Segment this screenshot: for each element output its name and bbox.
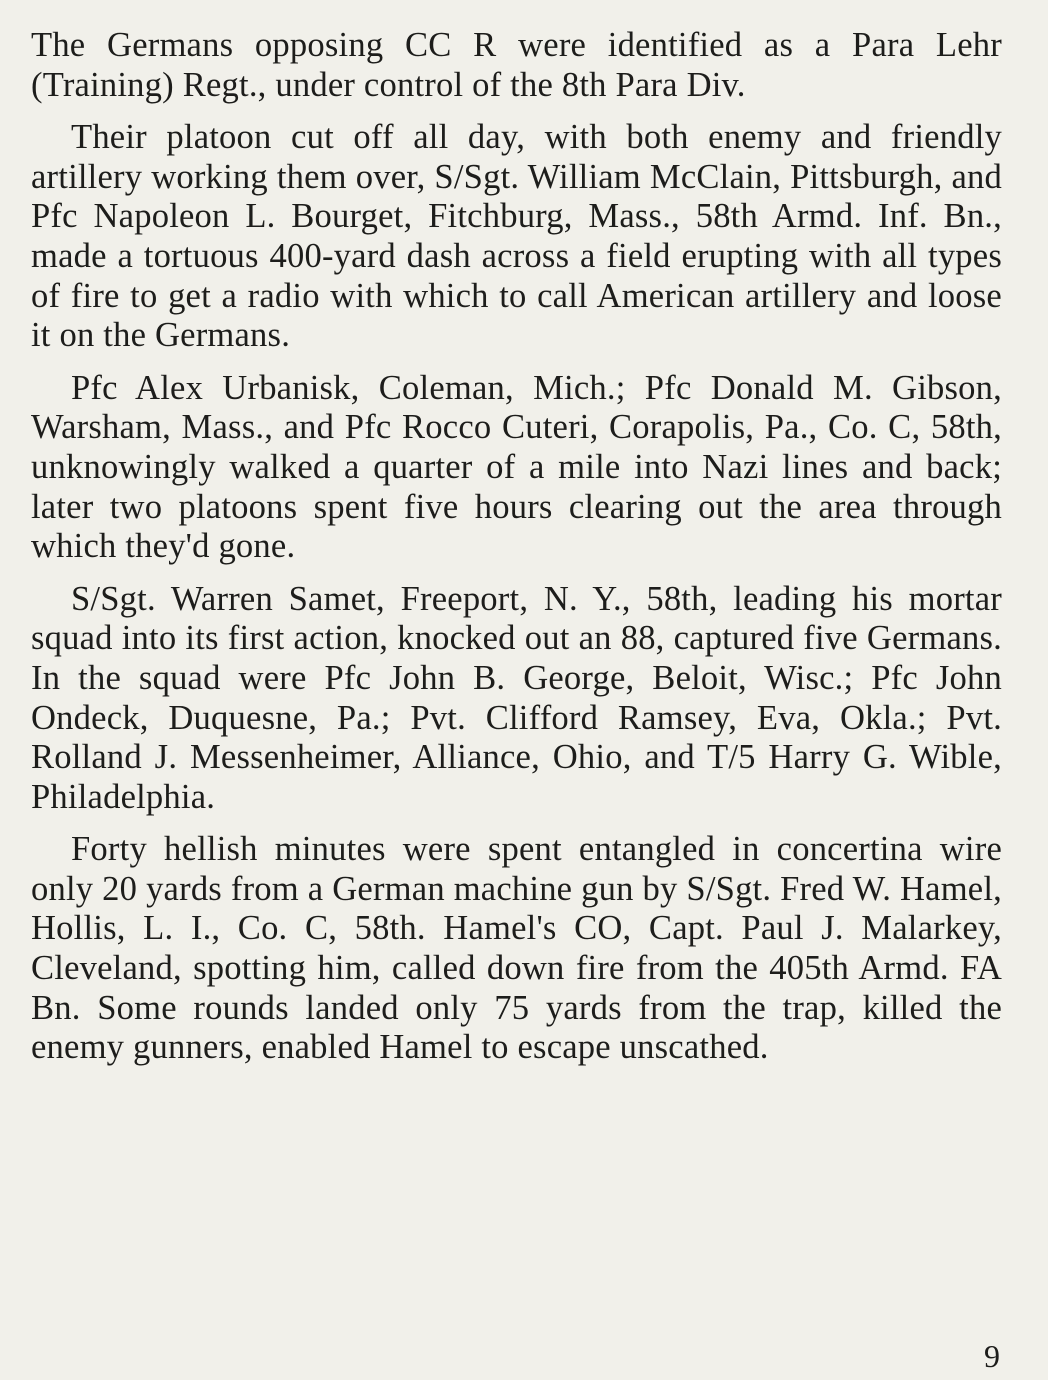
page-number: 9 [984,1338,1000,1374]
paragraph-nazi-lines: Pfc Alex Urbanisk, Coleman, Mich.; Pfc Donald M. Gibson, Warsham, Mass., and Pfc Rocco Cuteri, Corapolis, Pa., Co. C, 58th, unknowingly walked a quarter of a mile into Nazi lines and back; later two platoons spent five hours clearing out the area through which they'd gone. [31,368,1002,566]
paragraph-german-opposition: The Germans opposing CC R were identified as a Para Lehr (Training) Regt., under control of the 8th Para Div. [31,26,1002,104]
paragraph-concertina-wire: Forty hellish minutes were spent entangled in concertina wire only 20 yards from a German machine gun by S/Sgt. Fred W. Hamel, Hollis, L. I., Co. C, 58th. Hamel's CO, Capt. Paul J. Malarkey, Cleveland, spotting him, called down fire from the 405th Armd. FA Bn. Some rounds landed only 75 yards from the trap, killed the enemy gunners, enabled Hamel to escape unscathed. [31,830,1002,1067]
paragraph-mortar-squad: S/Sgt. Warren Samet, Freeport, N. Y., 58th, leading his mortar squad into its first action, knocked out an 88, captured five Germans. In the squad were Pfc John B. George, Beloit, Wisc.; Pfc John Ondeck, Duquesne, Pa.; Pvt. Clifford Ramsey, Eva, Okla.; Pvt. Rolland J. Messenheimer, Alliance, Ohio, and T/5 Harry G. Wible, Philadelphia. [31,579,1002,816]
paragraph-platoon-cut-off: Their platoon cut off all day, with both enemy and friendly artillery working them over, S/Sgt. William McClain, Pittsburgh, and Pfc Napoleon L. Bourget, Fitchburg, Mass., 58th Armd. Inf. Bn., made a tortuous 400-yard dash across a field erupting with all types of fire to get a radio with which to call American artillery and loose it on the Germans. [31,118,1002,355]
